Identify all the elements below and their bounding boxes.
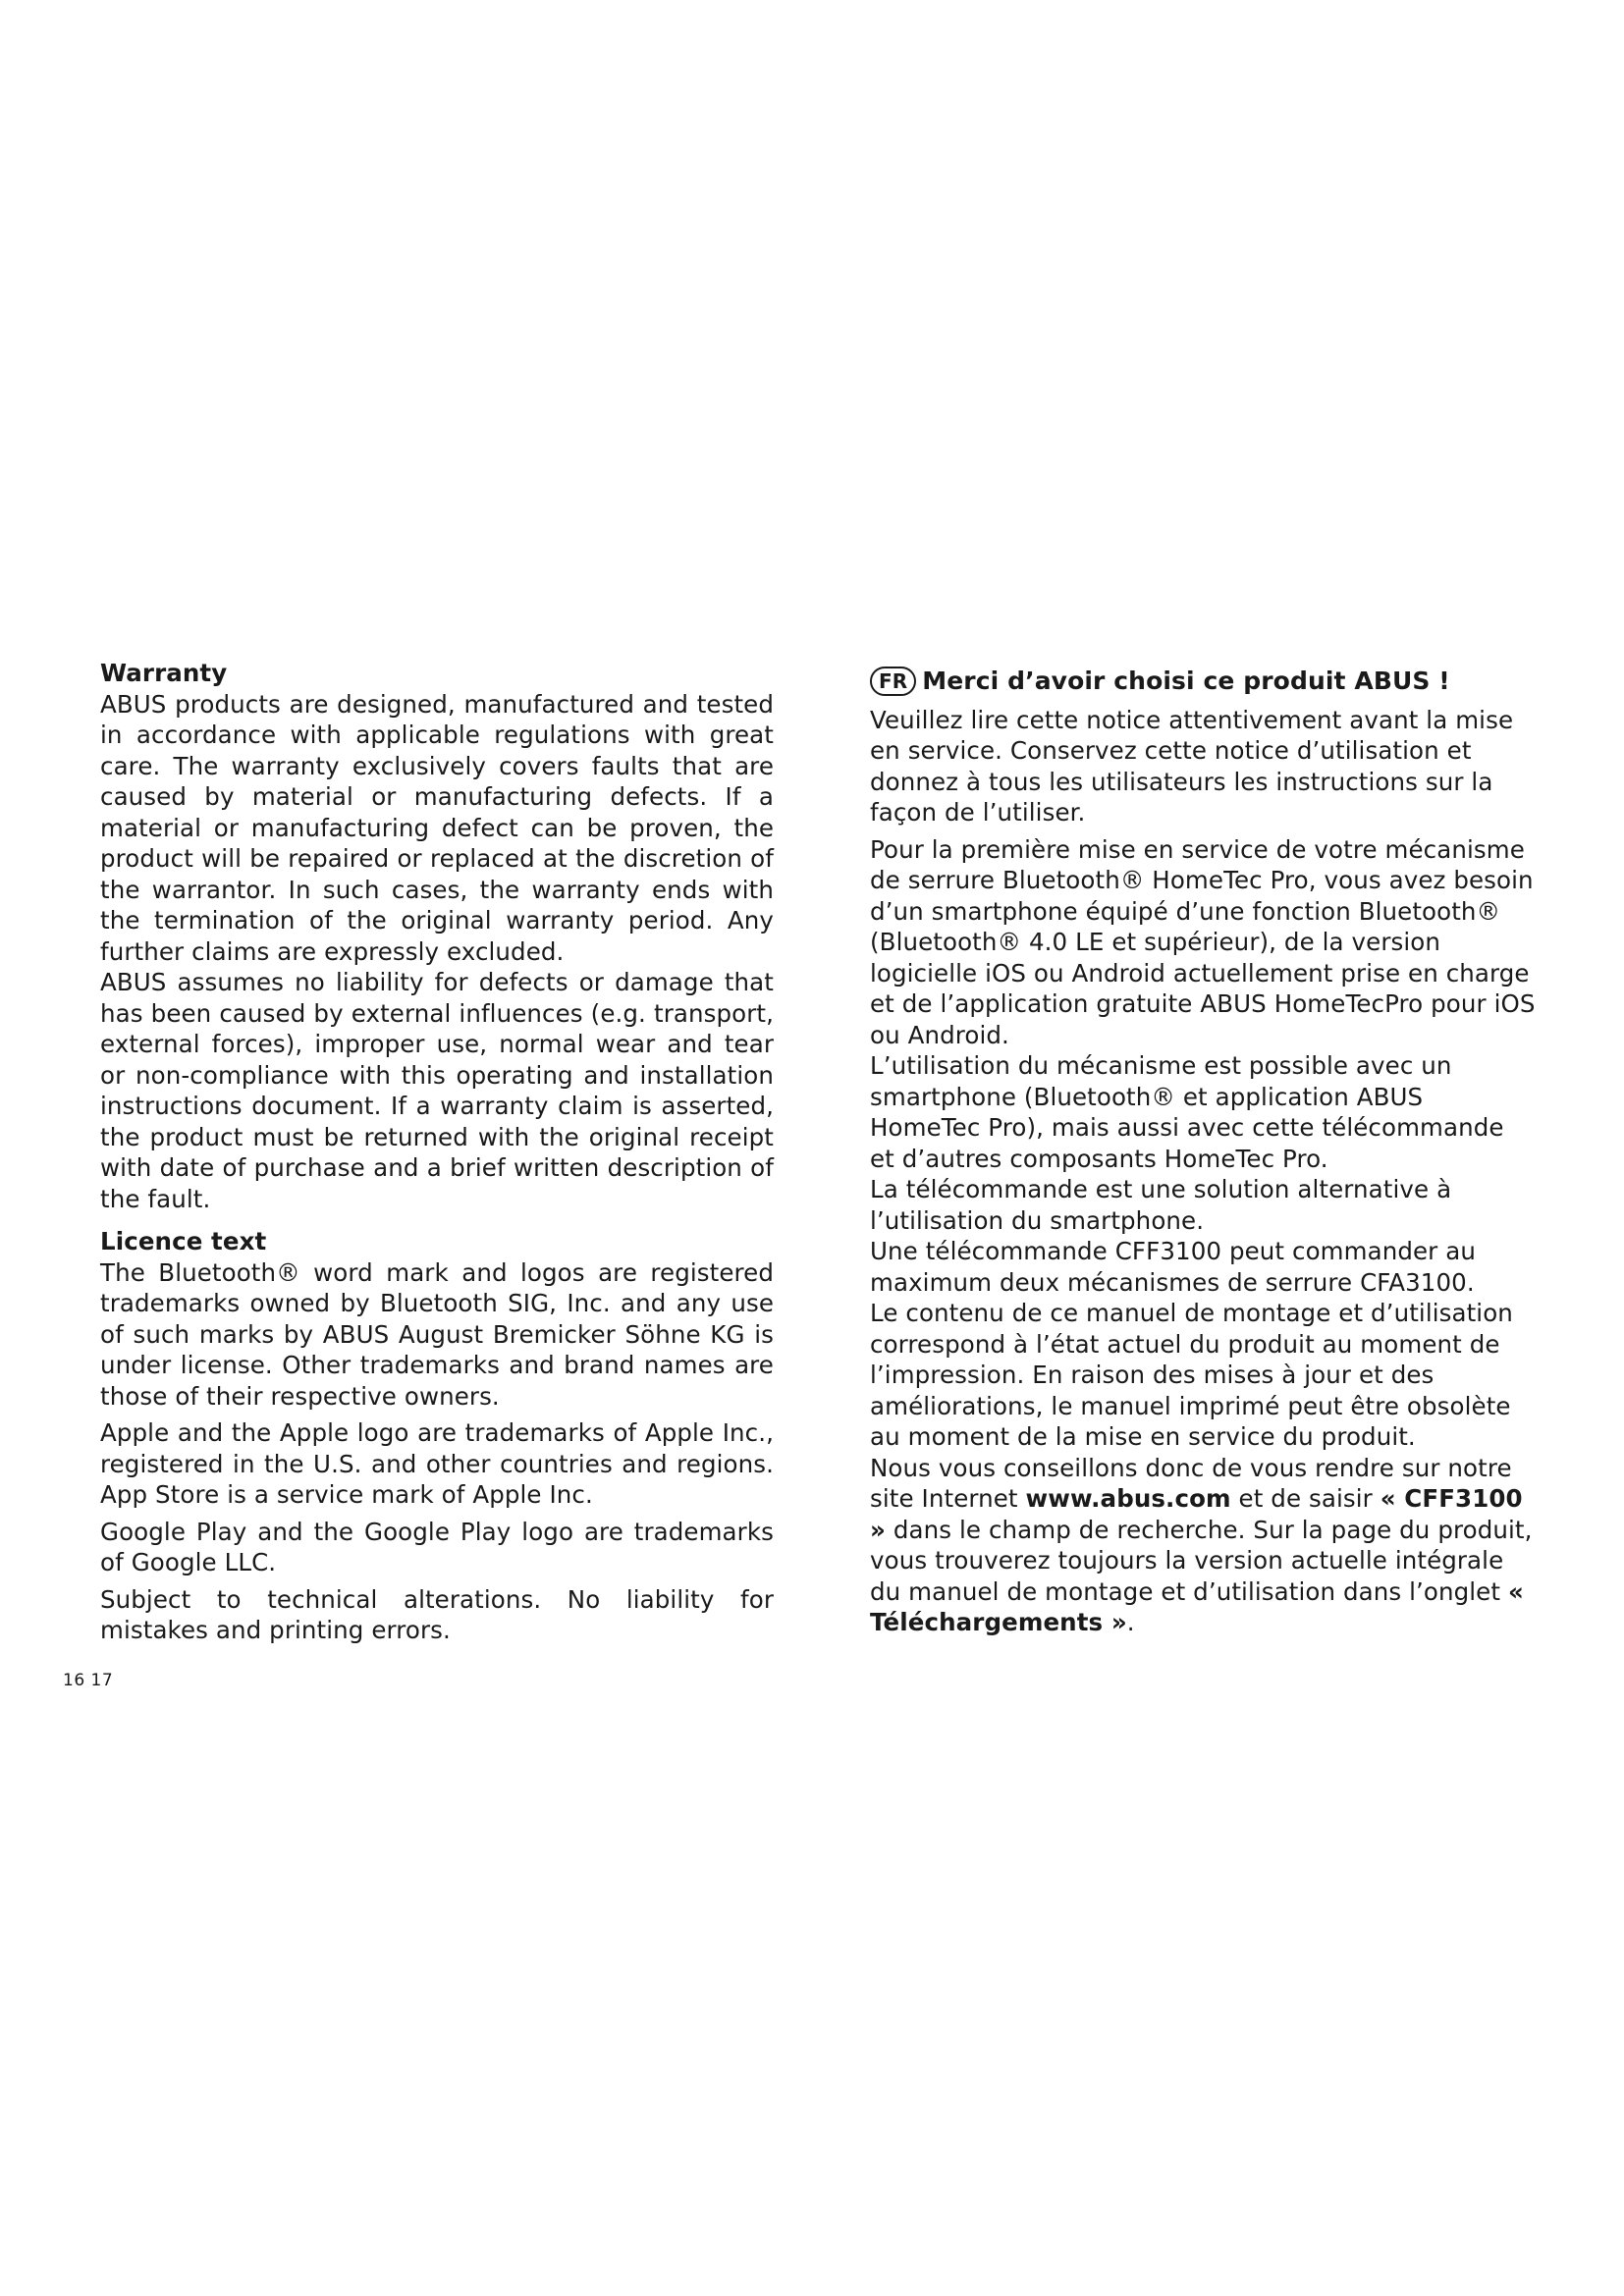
- french-paragraph: La télécommande est une solution alternative à l’utilisation du smartphone.: [870, 1175, 1452, 1235]
- licence-paragraph: The Bluetooth® word mark and logos are registered trademarks owned by Bluetooth SIG, Inc. and any use of such marks by ABUS August Bremicker Söhne KG is under license. Other trademarks and brand names are those of their respective owners.: [100, 1257, 774, 1411]
- website-text-mid: et de saisir: [1230, 1484, 1380, 1513]
- french-title: [870, 666, 1536, 697]
- language-badge-fr: FR: [870, 667, 916, 696]
- french-paragraph: L’utilisation du mécanisme est possible avec un smartphone (Bluetooth® et application ABUS HomeTec Pro), mais aussi avec cette télécommande et d’autres composants HomeTec Pro.: [870, 1051, 1504, 1173]
- licence-heading: Licence text: [100, 1227, 267, 1255]
- website-text-end: dans le champ de recherche. Sur la page du produit, vous trouverez toujours la version actuelle intégrale du manuel de montage et d’utilisation dans l’onglet: [870, 1515, 1533, 1606]
- website-text-start: Nous vous conseillons donc de vous rendre sur notre site Internet: [870, 1453, 1512, 1513]
- french-intro-column: [870, 666, 1536, 1638]
- licence-paragraph: Google Play and the Google Play logo are trademarks of Google LLC.: [100, 1517, 774, 1576]
- downloads-tab-label: « Téléchargements »: [870, 1576, 1524, 1636]
- warranty-licence-column: [100, 658, 774, 1646]
- page-numbers: 16 17: [63, 1671, 114, 1690]
- website-url-link[interactable]: www.abus.com: [1025, 1484, 1231, 1513]
- website-text-dot: .: [1126, 1608, 1135, 1636]
- french-paragraph: Une télécommande CFF3100 peut commander au maximum deux mécanismes de serrure CFA3100.: [870, 1237, 1476, 1297]
- french-paragraph: Pour la première mise en service de votre mécanisme de serrure Bluetooth® HomeTec Pro, vous avez besoin d’un smartphone équipé d’une fonction Bluetooth® (Bluetooth® 4.0 LE et supérieur), de la version logicielle iOS ou Android actuellement prise en charge et de l’application gratuite ABUS HomeTecPro pour iOS ou Android.: [870, 834, 1536, 1049]
- warranty-heading: Warranty: [100, 659, 228, 687]
- french-paragraph: Veuillez lire cette notice attentivement avant la mise en service. Conservez cette notice d’utilisation et donnez à tous les utilisateurs les instructions sur la façon de l’utiliser.: [870, 705, 1514, 827]
- french-paragraph: Le contenu de ce manuel de montage et d’utilisation correspond à l’état actuel du produit au moment de l’impression. En raison des mises à jour et des améliorations, le manuel imprimé peut être obsolète au moment de la mise en service du produit.: [870, 1299, 1513, 1451]
- licence-paragraph: Apple and the Apple logo are trademarks of Apple Inc., registered in the U.S. and other countries and regions. App Store is a service mark of Apple Inc.: [100, 1418, 774, 1509]
- french-title-text: Merci d’avoir choisi ce produit ABUS !: [922, 667, 1450, 695]
- product-code: « CFF3100 »: [870, 1484, 1523, 1544]
- french-paragraph-website: [870, 1453, 1536, 1638]
- licence-paragraph: Subject to technical alterations. No liability for mistakes and printing errors.: [100, 1584, 774, 1644]
- warranty-paragraph: ABUS assumes no liability for defects or damage that has been caused by external influences (e.g. transport, external forces), improper use, normal wear and tear or non-compliance with this operating and installation instructions document. If a warranty claim is asserted, the product must be returned with the original receipt with date of purchase and a brief written description of the fault.: [100, 968, 774, 1213]
- warranty-paragraph: ABUS products are designed, manufactured and tested in accordance with applicable regulations with great care. The warranty exclusively covers faults that are caused by material or manufacturing defects. If a material or manufacturing defect can be proven, the product will be repaired or replaced at the discretion of the warrantor. In such cases, the warranty ends with the termination of the original warranty period. Any further claims are expressly excluded.: [100, 689, 774, 966]
